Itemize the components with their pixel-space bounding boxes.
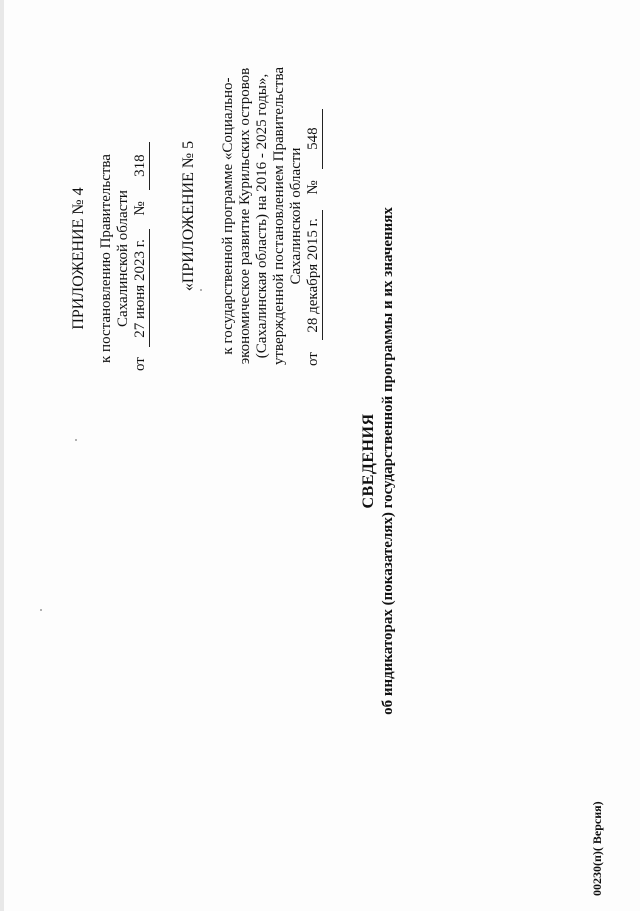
appendix-5-date: 28 декабря 2015 г. bbox=[305, 210, 323, 340]
appendix-5-from-label: от bbox=[305, 352, 321, 366]
scan-speck bbox=[40, 609, 42, 611]
appendix-5-line1: к государственной программе «Социально- bbox=[220, 77, 236, 355]
appendix-4-line1: к постановлению Правительства bbox=[98, 154, 114, 363]
appendix-5-block bbox=[180, 66, 323, 366]
appendix-5-line4: утвержденной постановлением Правительства bbox=[271, 66, 287, 366]
appendix-5-date-row bbox=[305, 66, 323, 366]
appendix-4-date: 27 июня 2023 г. bbox=[132, 229, 150, 347]
appendix-4-block bbox=[70, 146, 150, 371]
appendix-4-number: 318 bbox=[132, 142, 150, 190]
appendix-4-date-row bbox=[132, 146, 150, 371]
appendix-5-number: 548 bbox=[305, 109, 323, 169]
appendix-5-line2: экономическое развитие Курильских островов bbox=[237, 67, 253, 365]
appendix-5-title: «ПРИЛОЖЕНИЕ № 5 bbox=[180, 140, 197, 292]
heading-title: СВЕДЕНИЯ bbox=[360, 413, 377, 509]
scan-speck bbox=[75, 439, 77, 441]
appendix-4-from-label: от bbox=[132, 357, 148, 371]
appendix-5-line3: (Сахалинская область) на 2016 - 2025 годы», bbox=[254, 73, 270, 359]
appendix-4-title: ПРИЛОЖЕНИЕ № 4 bbox=[70, 187, 87, 330]
appendix-4-num-label: № bbox=[132, 201, 148, 216]
document-code: 00230(п)( Версия) bbox=[590, 801, 604, 896]
appendix-5-line5: Сахалинской области bbox=[288, 147, 304, 285]
heading-subtitle: об индикаторах (показателях) государственной программы и их значениях bbox=[380, 207, 396, 715]
heading-block bbox=[360, 161, 397, 761]
scan-speck bbox=[200, 289, 202, 291]
appendix-5-num-label: № bbox=[305, 180, 321, 195]
appendix-4-line2: Сахалинской области bbox=[115, 190, 131, 327]
